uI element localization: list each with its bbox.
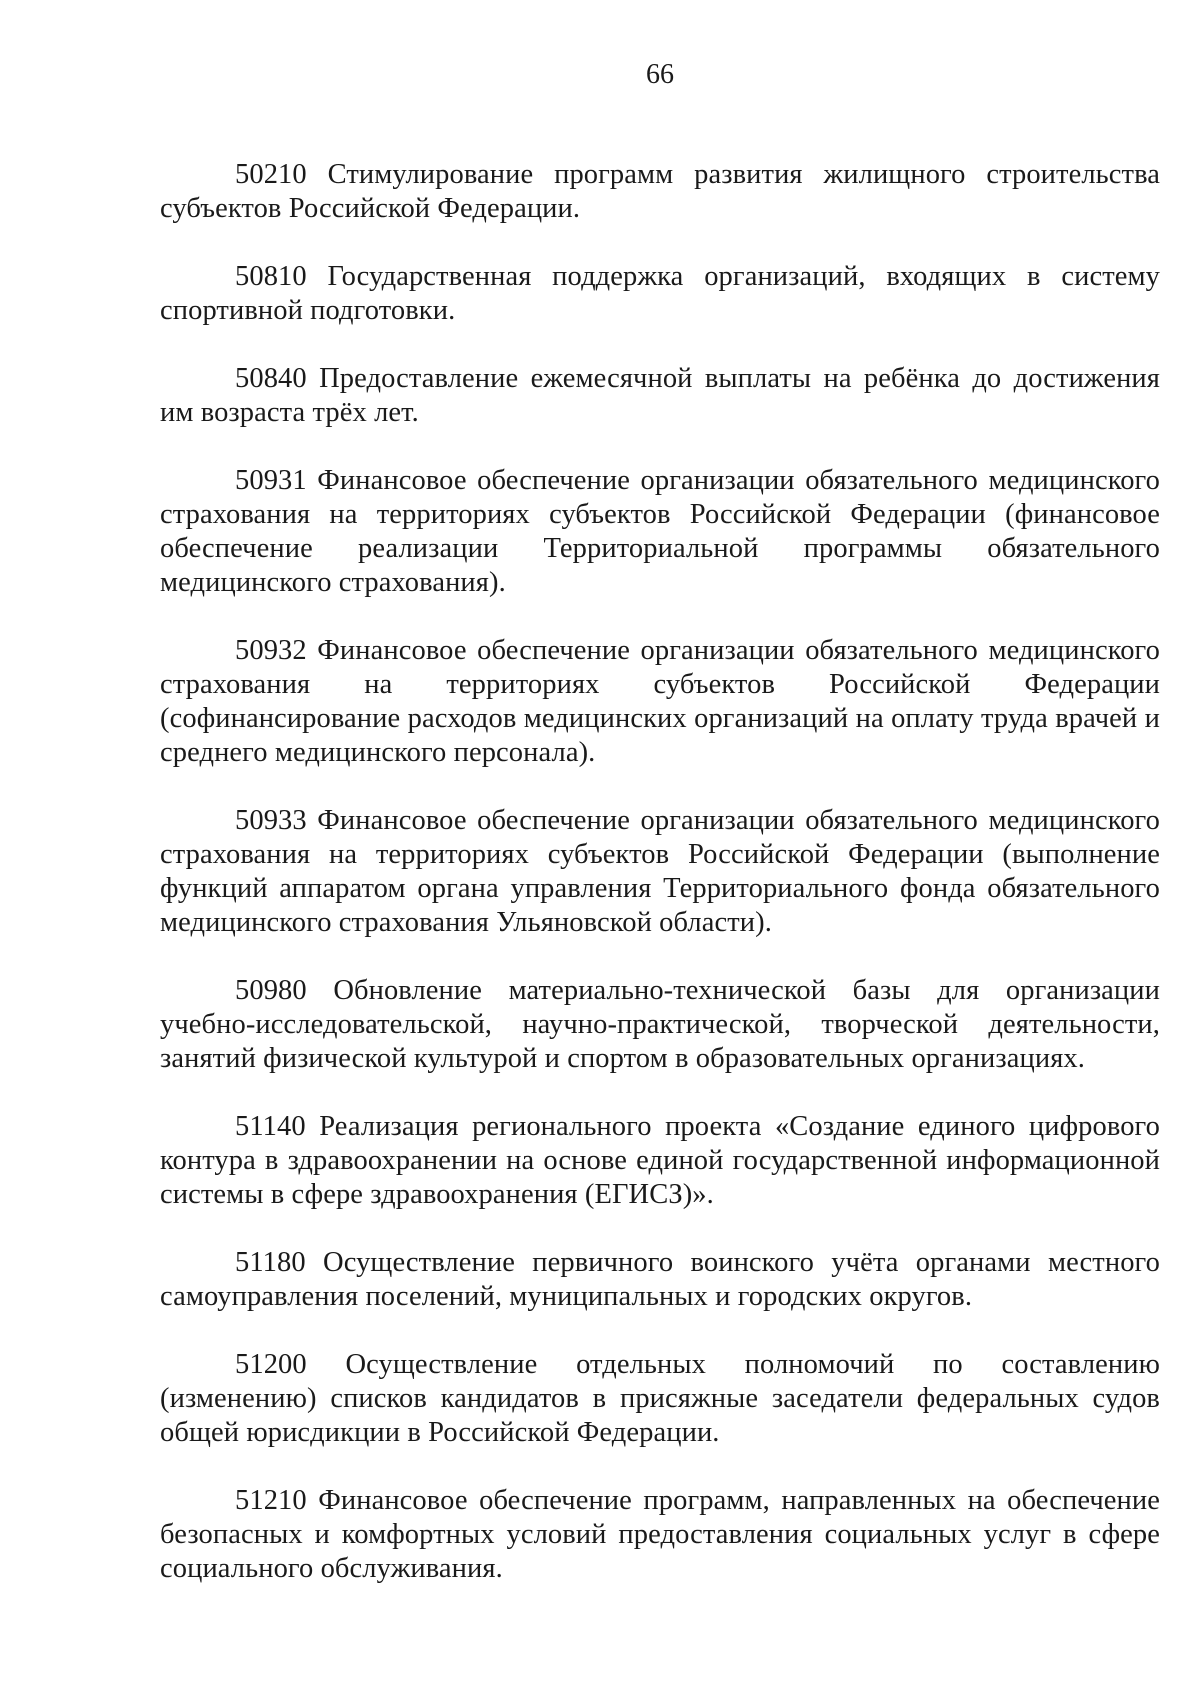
- paragraph-50931: 50931 Финансовое обеспечение организации обязательного медицинского страхования на территориях субъектов Российской Федерации (финансовое обеспечение реализации Территориальной программы обязательного медицинского страхования).: [160, 465, 1160, 598]
- paragraph-50932: 50932 Финансовое обеспечение организации обязательного медицинского страхования на территориях субъектов Российской Федерации (софинансирование расходов медицинских организаций на оплату труда врачей и среднего медицинского персонала).: [160, 635, 1160, 768]
- document-body: [160, 158, 1160, 1620]
- paragraph-51140: 51140 Реализация регионального проекта «Создание единого цифрового контура в здравоохранении на основе единой государственной информационной системы в сфере здравоохранения (ЕГИСЗ)».: [160, 1111, 1160, 1210]
- paragraph-51200: 51200 Осуществление отдельных полномочий по составлению (изменению) списков кандидатов в присяжные заседатели федеральных судов общей юрисдикции в Российской Федерации.: [160, 1349, 1160, 1448]
- paragraph-50810: 50810 Государственная поддержка организаций, входящих в систему спортивной подготовки.: [160, 261, 1160, 326]
- paragraph-50210: 50210 Стимулирование программ развития жилищного строительства субъектов Российской Федерации.: [160, 159, 1160, 224]
- paragraph-50840: 50840 Предоставление ежемесячной выплаты на ребёнка до достижения им возраста трёх лет.: [160, 363, 1160, 428]
- page-number: 66: [646, 59, 674, 90]
- paragraph-51180: 51180 Осуществление первичного воинского учёта органами местного самоуправления поселений, муниципальных и городских округов.: [160, 1247, 1160, 1312]
- paragraph-51210: 51210 Финансовое обеспечение программ, направленных на обеспечение безопасных и комфортных условий предоставления социальных услуг в сфере социального обслуживания.: [160, 1485, 1160, 1584]
- paragraph-50980: 50980 Обновление материально-технической базы для организации учебно-исследовательской, научно-практической, творческой деятельности, занятий физической культурой и спортом в образовательных организациях.: [160, 975, 1160, 1074]
- paragraph-50933: 50933 Финансовое обеспечение организации обязательного медицинского страхования на территориях субъектов Российской Федерации (выполнение функций аппаратом органа управления Территориального фонда обязательного медицинского страхования Ульяновской области).: [160, 805, 1160, 938]
